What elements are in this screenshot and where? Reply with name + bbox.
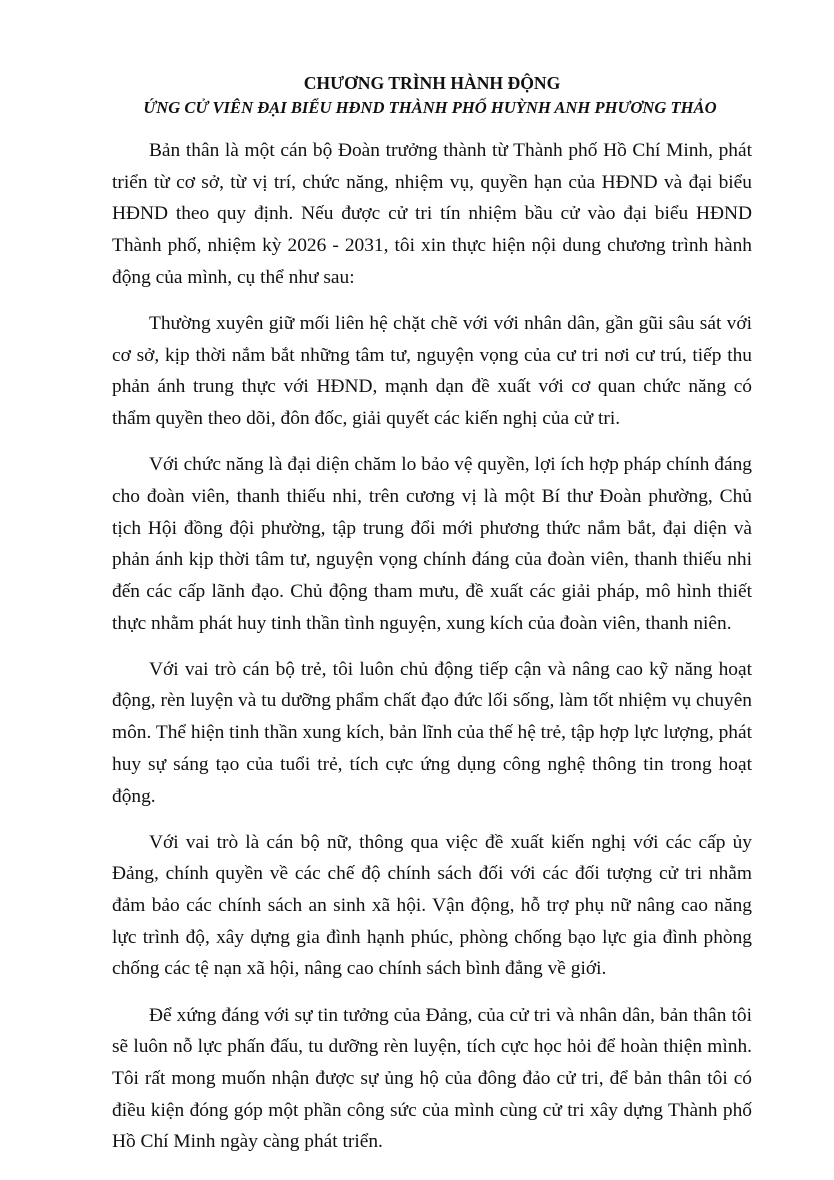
paragraph-female-cadre: Với vai trò là cán bộ nữ, thông qua việc đề xuất kiến nghị với các cấp ủy Đảng, chính quyền về các chế độ chính sách đối với các đối tượng cử tri nhằm đảm bảo các chính sách an sinh xã hội. Vận động, hỗ trợ phụ nữ nâng cao năng lực trình độ, xây dựng gia đình hạnh phúc, phòng chống bạo lực gia đình phòng chống các tệ nạn xã hội, nâng cao chính sách bình đẳng về giới. [112,831,752,980]
document-subtitle: ỨNG CỬ VIÊN ĐẠI BIỂU HĐND THÀNH PHỐ HUỲNH ANH PHƯƠNG THẢO [143,97,717,117]
paragraph-youth-representation: Với chức năng là đại diện chăm lo bảo vệ quyền, lợi ích hợp pháp chính đáng cho đoàn viên, thanh thiếu nhi, trên cương vị là một Bí thư Đoàn phường, Chủ tịch Hội đồng đội phường, tập trung đổi mới phương thức nắm bắt, đại diện và phản ánh kịp thời tâm tư, nguyện vọng chính đáng của đoàn viên, thanh thiếu nhi đến các cấp lãnh đạo. Chủ động tham mưu, đề xuất các giải pháp, mô hình thiết thực nhằm phát huy tinh thần tình nguyện, xung kích của đoàn viên, thanh niên. [112,454,752,634]
paragraph-young-cadre: Với vai trò cán bộ trẻ, tôi luôn chủ động tiếp cận và nâng cao kỹ năng hoạt động, rèn luyện và tu dưỡng phẩm chất đạo đức lối sống, làm tốt nhiệm vụ chuyên môn. Thể hiện tinh thần xung kích, bản lĩnh của thế hệ trẻ, tập hợp lực lượng, phát huy sự sáng tạo của tuổi trẻ, tích cực ứng dụng công nghệ thông tin trong hoạt động. [112,658,752,807]
paragraph-voter-contact: Thường xuyên giữ mối liên hệ chặt chẽ với với nhân dân, gần gũi sâu sát với cơ sở, kịp thời nắm bắt những tâm tư, nguyện vọng của cư tri nơi cư trú, tiếp thu phản ánh trung thực với HĐND, mạnh dạn đề xuất với cơ quan chức năng có thẩm quyền theo dõi, đôn đốc, giải quyết các kiến nghị của cử tri. [112,312,752,430]
document-title: CHƯƠNG TRÌNH HÀNH ĐỘNG [303,73,561,93]
document-header [112,72,752,119]
paragraph-introduction: Bản thân là một cán bộ Đoàn trưởng thành từ Thành phố Hồ Chí Minh, phát triển từ cơ sở, từ vị trí, chức năng, nhiệm vụ, quyền hạn của HĐND và đại biểu HĐND theo quy định. Nếu được cử tri tín nhiệm bầu cử vào đại biểu HĐND Thành phố, nhiệm kỳ 2026 - 2031, tôi xin thực hiện nội dung chương trình hành động của mình, cụ thể như sau: [112,140,752,288]
paragraph-closing: Để xứng đáng với sự tin tưởng của Đảng, của cử tri và nhân dân, bản thân tôi sẽ luôn nỗ lực phấn đấu, tu dưỡng rèn luyện, tích cực học hỏi để hoàn thiện mình. Tôi rất mong muốn nhận được sự ủng hộ của đông đảo cử tri, để bản thân tôi có điều kiện đóng góp một phần công sức của mình cùng cử tri xây dựng Thành phố Hồ Chí Minh ngày càng phát triển. [112,1004,752,1153]
